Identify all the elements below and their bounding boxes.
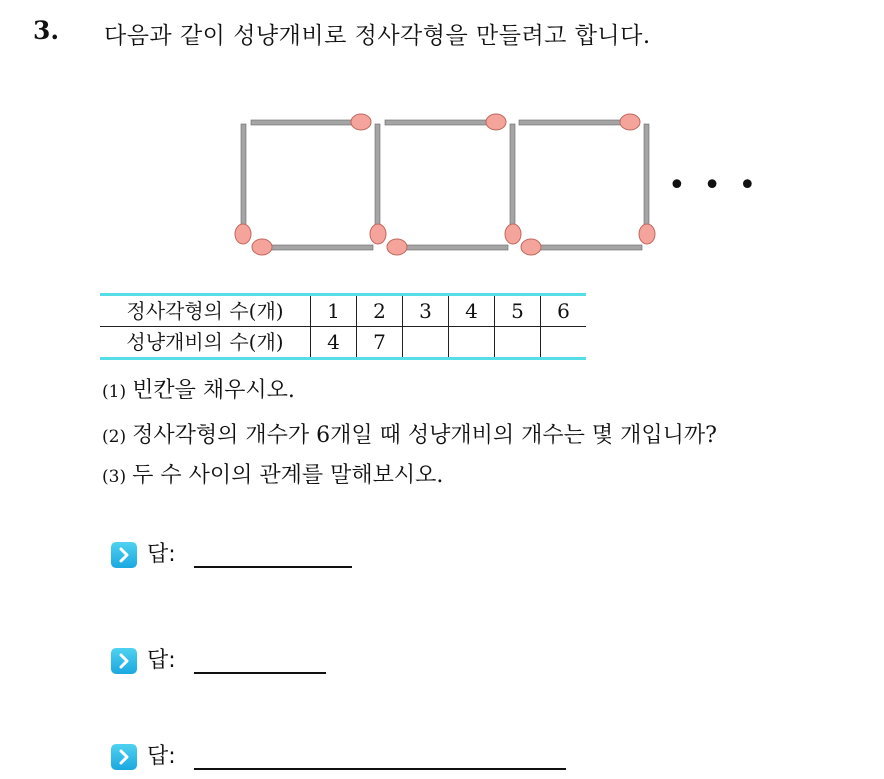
count-table xyxy=(100,293,586,360)
chevron-right-icon xyxy=(111,744,137,770)
subquestion-number: (3) xyxy=(102,467,127,487)
continuation-dots: • • • xyxy=(668,168,761,203)
matchstick-top-2 xyxy=(385,114,506,130)
blank-cell[interactable] xyxy=(495,327,541,359)
table-cell: 6 xyxy=(541,295,587,327)
matchstick-bottom-1 xyxy=(252,239,373,255)
row-header: 성냥개비의 수(개) xyxy=(100,327,311,359)
table-cell: 7 xyxy=(357,327,403,359)
matchstick-top-3 xyxy=(519,114,640,130)
chevron-right-icon xyxy=(111,648,137,674)
matchstick-vertical-2 xyxy=(370,124,386,244)
subquestion-2 xyxy=(102,418,717,449)
answer-blank[interactable] xyxy=(194,648,326,674)
answer-label: 답: xyxy=(147,648,176,673)
blank-cell[interactable] xyxy=(403,327,449,359)
table-cell: 3 xyxy=(403,295,449,327)
table-row xyxy=(100,327,586,359)
answer-label: 답: xyxy=(147,744,176,769)
table-cell: 1 xyxy=(311,295,357,327)
matchstick-vertical-3 xyxy=(505,124,521,244)
subquestion-3 xyxy=(102,458,443,489)
table-cell: 5 xyxy=(495,295,541,327)
subquestion-number: (2) xyxy=(102,427,127,447)
blank-cell[interactable] xyxy=(449,327,495,359)
subquestion-text: 정사각형의 개수가 6개일 때 성냥개비의 개수는 몇 개입니까? xyxy=(132,423,717,448)
subquestion-text: 두 수 사이의 관계를 말해보시오. xyxy=(132,463,444,488)
table-cell: 4 xyxy=(449,295,495,327)
matchstick-vertical-4 xyxy=(639,124,655,244)
answer-blank[interactable] xyxy=(194,744,566,770)
question-text: 다음과 같이 성냥개비로 정사각형을 만들려고 합니다. xyxy=(104,23,651,49)
answer-blank[interactable] xyxy=(194,542,352,568)
answer-label: 답: xyxy=(147,542,176,567)
table-row xyxy=(100,295,586,327)
blank-cell[interactable] xyxy=(541,327,587,359)
row-header: 정사각형의 수(개) xyxy=(100,295,311,327)
table-cell: 2 xyxy=(357,295,403,327)
matchstick-bottom-2 xyxy=(387,239,508,255)
answer-row-2 xyxy=(111,648,326,674)
matchstick-figure xyxy=(225,100,665,270)
table-cell: 4 xyxy=(311,327,357,359)
chevron-right-icon xyxy=(111,542,137,568)
subquestion-number: (1) xyxy=(102,382,127,402)
subquestion-text: 빈칸을 채우시오. xyxy=(132,378,295,403)
matchstick-vertical-1 xyxy=(235,124,251,244)
answer-row-1 xyxy=(111,542,352,568)
matchstick-bottom-3 xyxy=(521,239,642,255)
question-number: 3. xyxy=(33,16,60,45)
subquestion-1 xyxy=(102,373,295,404)
matchstick-top-1 xyxy=(251,114,371,130)
answer-row-3 xyxy=(111,744,566,770)
